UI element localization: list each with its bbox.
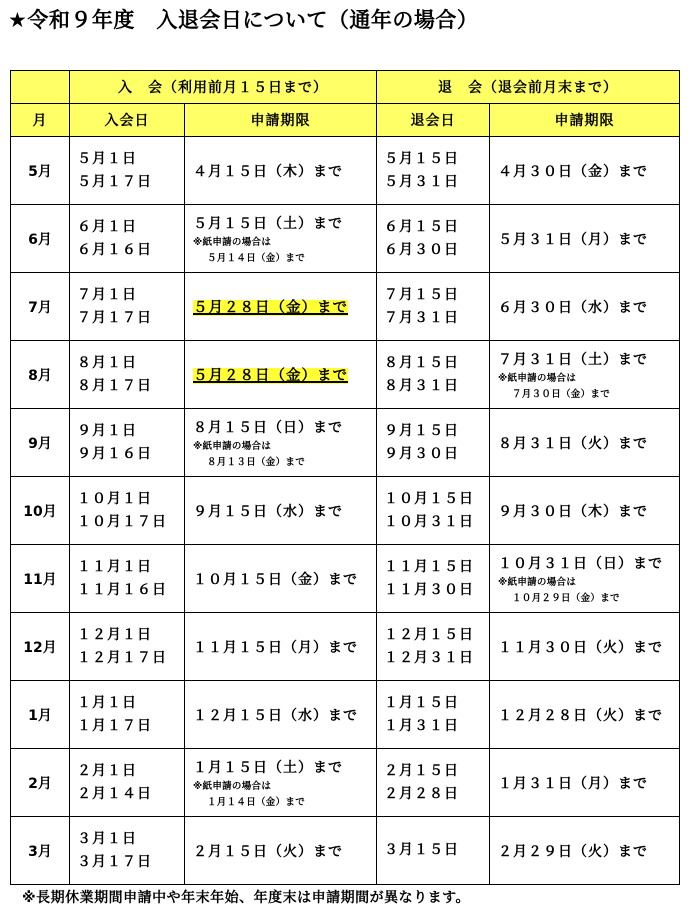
join-deadline-cell	[185, 477, 377, 545]
paper-application-note: ※紙申請の場合は	[498, 576, 577, 588]
join-date: ８月１日	[77, 354, 137, 371]
join-deadline	[193, 417, 376, 437]
table-row	[11, 681, 680, 749]
join-deadline-text: ８月１５日（日）まで	[193, 419, 343, 436]
join-dates-cell	[70, 817, 185, 885]
table-row	[11, 477, 680, 545]
header-leave-group: 退 会（退会前月末まで）	[377, 71, 680, 104]
join-dates-cell	[70, 749, 185, 817]
membership-schedule-table	[10, 70, 680, 885]
month-cell: 1月	[11, 681, 70, 749]
join-date: ３月１日	[77, 830, 137, 847]
table-row	[11, 817, 680, 885]
leave-date: ３月１５日	[384, 842, 459, 858]
paper-application-note: ※紙申請の場合は	[193, 440, 272, 452]
month-cell: 11月	[11, 545, 70, 613]
join-deadline	[193, 213, 376, 233]
header-join-date: 入会日	[70, 104, 185, 137]
table-row	[11, 205, 680, 273]
join-date: １２月１日	[77, 626, 152, 643]
leave-date: ９月３０日	[384, 445, 459, 462]
join-deadline-cell	[185, 137, 377, 205]
join-date: １月１日	[77, 694, 137, 711]
leave-deadline-cell	[490, 273, 680, 341]
leave-deadline-cell	[490, 681, 680, 749]
join-deadline-cell	[185, 341, 377, 409]
leave-deadline: １０月３１日（日）まで	[498, 555, 663, 572]
leave-deadline: ８月３１日（火）まで	[498, 435, 648, 452]
leave-date: ８月３１日	[384, 377, 459, 394]
table-row	[11, 273, 680, 341]
month-cell: 9月	[11, 409, 70, 477]
join-deadline-cell	[185, 409, 377, 477]
join-dates-cell	[70, 409, 185, 477]
join-date: １２月１７日	[77, 649, 167, 666]
join-date: ５月１日	[77, 150, 137, 167]
join-date: ６月１日	[77, 218, 137, 235]
leave-deadline-cell	[490, 205, 680, 273]
leave-date: １１月１５日	[384, 558, 474, 575]
header-leave-deadline: 申請期限	[490, 104, 680, 137]
leave-deadline-cell	[490, 545, 680, 613]
leave-deadline-cell	[490, 749, 680, 817]
table-row	[11, 137, 680, 205]
leave-deadline-cell	[490, 613, 680, 681]
join-dates-cell	[70, 341, 185, 409]
join-deadline-cell	[185, 681, 377, 749]
leave-dates-cell	[377, 477, 490, 545]
leave-dates-cell	[377, 205, 490, 273]
leave-date: ８月１５日	[384, 354, 459, 371]
leave-dates-cell	[377, 341, 490, 409]
header-join-group: 入 会（利用前月１５日まで）	[70, 71, 377, 104]
table-row	[11, 409, 680, 477]
join-date: ７月１日	[77, 286, 137, 303]
leave-dates-cell	[377, 817, 490, 885]
paper-application-deadline: ５月１４日（金）まで	[207, 252, 306, 264]
leave-date: １月３１日	[384, 717, 459, 734]
leave-dates-cell	[377, 409, 490, 477]
header-leave-date: 退会日	[377, 104, 490, 137]
leave-date: ６月３０日	[384, 241, 459, 258]
paper-application-note: ※紙申請の場合は	[193, 780, 272, 792]
leave-dates-cell	[377, 137, 490, 205]
leave-date: １月１５日	[384, 694, 459, 711]
join-deadline-cell	[185, 273, 377, 341]
leave-date: ５月１５日	[384, 150, 459, 167]
join-dates-cell	[70, 681, 185, 749]
join-deadline	[193, 637, 376, 657]
join-dates-cell	[70, 273, 185, 341]
join-dates-cell	[70, 477, 185, 545]
leave-date: ７月１５日	[384, 286, 459, 303]
join-dates-cell	[70, 137, 185, 205]
table-row	[11, 341, 680, 409]
leave-deadline: ２月２９日（火）まで	[498, 843, 648, 860]
paper-application-note: ※紙申請の場合は	[193, 236, 272, 248]
join-date: １１月１日	[77, 558, 152, 575]
paper-application-deadline: ８月１３日（金）まで	[207, 456, 306, 468]
leave-deadline: ４月３０日（金）まで	[498, 163, 648, 180]
leave-deadline-cell	[490, 477, 680, 545]
leave-dates-cell	[377, 749, 490, 817]
join-deadline	[193, 841, 376, 861]
join-deadline-cell	[185, 613, 377, 681]
join-dates-cell	[70, 613, 185, 681]
leave-deadline-cell	[490, 817, 680, 885]
join-deadline	[193, 161, 376, 181]
paper-application-note: ※紙申請の場合は	[498, 372, 577, 384]
leave-date: ２月２８日	[384, 785, 459, 802]
join-deadline-cell	[185, 205, 377, 273]
month-cell: 5月	[11, 137, 70, 205]
paper-application-deadline: １０月２９日（金）まで	[512, 592, 620, 604]
join-deadline	[193, 296, 376, 317]
month-cell: 3月	[11, 817, 70, 885]
leave-date: ７月３１日	[384, 309, 459, 326]
paper-application-deadline: １月１４日（金）まで	[207, 796, 306, 808]
join-deadline-text: ２月１５日（火）まで	[193, 843, 343, 860]
leave-dates-cell	[377, 613, 490, 681]
join-dates-cell	[70, 545, 185, 613]
join-date: ２月１日	[77, 762, 137, 779]
page-title: ★令和９年度 入退会日について（通年の場合）	[8, 8, 479, 32]
leave-date: ５月３１日	[384, 173, 459, 190]
join-deadline	[193, 501, 376, 521]
header-month: 月	[11, 104, 70, 137]
join-date: ７月１７日	[77, 309, 152, 326]
leave-deadline-cell	[490, 137, 680, 205]
leave-date: １０月３１日	[384, 513, 474, 530]
join-date: ８月１７日	[77, 377, 152, 394]
leave-deadline-cell	[490, 341, 680, 409]
table-row	[11, 545, 680, 613]
month-cell: 10月	[11, 477, 70, 545]
footer-note: ※長期休業期間申請中や年末年始、年度末は申請期間が異なります。	[22, 890, 470, 906]
leave-date: １１月３０日	[384, 581, 474, 598]
join-date: １０月１日	[77, 490, 152, 507]
join-date: ５月１７日	[77, 173, 152, 190]
join-date: ３月１７日	[77, 853, 152, 870]
join-deadline-highlight: ５月２８日（金）まで	[193, 368, 348, 384]
leave-deadline-cell	[490, 409, 680, 477]
leave-deadline: ７月３１日（土）まで	[498, 351, 648, 368]
join-date: ２月１４日	[77, 785, 152, 802]
leave-dates-cell	[377, 545, 490, 613]
join-deadline-text: ４月１５日（木）まで	[193, 163, 343, 180]
leave-deadline: ５月３１日（月）まで	[498, 231, 648, 248]
join-deadline	[193, 364, 376, 385]
leave-deadline: ９月３０日（木）まで	[498, 503, 648, 520]
join-deadline-text: １０月１５日（金）まで	[193, 571, 358, 588]
join-deadline-text: ５月１５日（土）まで	[193, 215, 343, 232]
join-date: ９月１６日	[77, 445, 152, 462]
leave-date: ２月１５日	[384, 762, 459, 779]
join-date: １月１７日	[77, 717, 152, 734]
join-deadline	[193, 705, 376, 725]
join-date: １１月１６日	[77, 581, 167, 598]
join-deadline-text: １１月１５日（月）まで	[193, 639, 358, 656]
month-cell: 2月	[11, 749, 70, 817]
leave-dates-cell	[377, 681, 490, 749]
header-blank-cell	[11, 71, 70, 104]
table-row	[11, 613, 680, 681]
month-cell: 6月	[11, 205, 70, 273]
join-deadline-cell	[185, 749, 377, 817]
leave-deadline: １２月２８日（火）まで	[498, 707, 663, 724]
leave-date: １０月１５日	[384, 490, 474, 507]
join-deadline-text: １２月１５日（水）まで	[193, 707, 358, 724]
table-row	[11, 749, 680, 817]
join-deadline-text: １月１５日（土）まで	[193, 759, 343, 776]
join-date: １０月１７日	[77, 513, 167, 530]
join-date: ９月１日	[77, 422, 137, 439]
leave-date: １２月１５日	[384, 626, 474, 643]
leave-deadline: １１月３０日（火）まで	[498, 639, 663, 656]
month-cell: 7月	[11, 273, 70, 341]
month-cell: 12月	[11, 613, 70, 681]
leave-deadline: １月３１日（月）まで	[498, 775, 648, 792]
leave-date: ６月１５日	[384, 218, 459, 235]
month-cell: 8月	[11, 341, 70, 409]
join-deadline-cell	[185, 817, 377, 885]
join-deadline	[193, 757, 376, 777]
join-deadline-highlight: ５月２８日（金）まで	[193, 300, 348, 316]
header-join-deadline: 申請期限	[185, 104, 377, 137]
join-deadline-text: ９月１５日（水）まで	[193, 503, 343, 520]
join-dates-cell	[70, 205, 185, 273]
leave-deadline: ６月３０日（水）まで	[498, 299, 648, 316]
leave-dates-cell	[377, 273, 490, 341]
join-deadline	[193, 569, 376, 589]
join-deadline-cell	[185, 545, 377, 613]
leave-date: １２月３１日	[384, 649, 474, 666]
join-date: ６月１６日	[77, 241, 152, 258]
leave-date: ９月１５日	[384, 422, 459, 439]
paper-application-deadline: ７月３０日（金）まで	[512, 388, 611, 400]
